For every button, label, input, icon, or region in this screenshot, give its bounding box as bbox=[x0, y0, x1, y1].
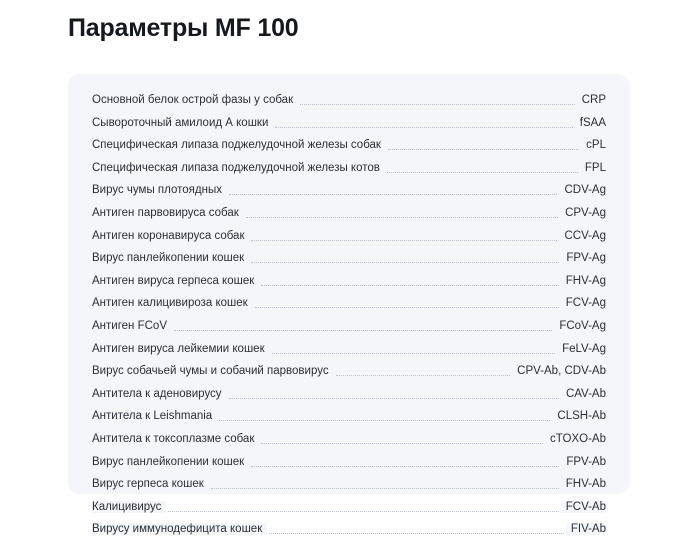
leader-dots bbox=[219, 419, 550, 421]
parameter-code: FHV-Ag bbox=[561, 275, 606, 287]
parameter-name: Вирусу иммунодефицита кошек bbox=[92, 523, 267, 535]
parameter-name: Антитела к Leishmania bbox=[92, 410, 217, 422]
leader-dots bbox=[261, 442, 543, 444]
parameter-name: Сывороточный амилоид А кошки bbox=[92, 117, 273, 129]
parameter-code: FeLV-Ag bbox=[557, 343, 606, 355]
parameter-code: cPL bbox=[581, 139, 606, 151]
parameter-code: CDV-Ag bbox=[559, 184, 606, 196]
parameter-name: Антиген калицивироза кошек bbox=[92, 297, 253, 309]
parameter-code: CPV-Ag bbox=[560, 207, 606, 219]
page-title: Параметры MF 100 bbox=[68, 14, 299, 42]
parameter-name: Вирус панлейкопении кошек bbox=[92, 456, 249, 468]
parameter-row bbox=[92, 207, 606, 227]
leader-dots bbox=[229, 193, 557, 195]
parameter-row bbox=[92, 501, 606, 521]
parameter-code: cTOXO-Ab bbox=[545, 433, 606, 445]
parameter-name: Антиген вируса герпеса кошек bbox=[92, 275, 259, 287]
parameter-row bbox=[92, 388, 606, 408]
parameter-row bbox=[92, 184, 606, 204]
parameter-name: Вирус герпеса кошек bbox=[92, 478, 209, 490]
parameter-name: Антиген FCoV bbox=[92, 320, 172, 332]
parameter-name: Антитела к аденовирусу bbox=[92, 388, 227, 400]
leader-dots bbox=[229, 397, 559, 399]
parameter-code: FCV-Ab bbox=[561, 501, 606, 513]
parameter-code: FPL bbox=[580, 162, 606, 174]
parameter-row bbox=[92, 523, 606, 543]
parameter-row bbox=[92, 478, 606, 498]
leader-dots bbox=[387, 171, 578, 173]
parameter-code: FCV-Ag bbox=[561, 297, 606, 309]
parameter-name: Основной белок острой фазы у собак bbox=[92, 94, 298, 106]
parameter-row bbox=[92, 275, 606, 295]
parameter-name: Антиген вируса лейкемии кошек bbox=[92, 343, 270, 355]
parameter-code: CCV-Ag bbox=[559, 230, 606, 242]
parameter-name: Калицивирус bbox=[92, 501, 166, 513]
leader-dots bbox=[300, 103, 575, 105]
parameter-code: CPV-Ab, CDV-Ab bbox=[512, 365, 606, 377]
parameter-code: FPV-Ab bbox=[561, 456, 606, 468]
leader-dots bbox=[255, 306, 559, 308]
leader-dots bbox=[251, 261, 559, 263]
parameter-code: CAV-Ab bbox=[561, 388, 606, 400]
parameter-row bbox=[92, 139, 606, 159]
parameter-code: FIV-Ab bbox=[566, 523, 606, 535]
parameter-name: Антитела к токсоплазме собак bbox=[92, 433, 259, 445]
parameter-name: Специфическая липаза поджелудочной железы котов bbox=[92, 162, 385, 174]
parameter-row bbox=[92, 320, 606, 340]
parameter-row bbox=[92, 94, 606, 114]
leader-dots bbox=[388, 148, 579, 150]
parameter-row bbox=[92, 456, 606, 476]
parameter-name: Специфическая липаза поджелудочной железы собак bbox=[92, 139, 386, 151]
parameter-row bbox=[92, 343, 606, 363]
leader-dots bbox=[261, 284, 558, 286]
leader-dots bbox=[336, 374, 511, 376]
parameter-name: Вирус собачьей чумы и собачий парвовирус bbox=[92, 365, 334, 377]
parameter-row bbox=[92, 252, 606, 272]
parameter-row bbox=[92, 297, 606, 317]
parameter-code: FHV-Ab bbox=[561, 478, 606, 490]
leader-dots bbox=[272, 352, 555, 354]
parameters-list bbox=[92, 94, 606, 543]
leader-dots bbox=[246, 216, 558, 218]
parameter-row bbox=[92, 230, 606, 250]
leader-dots bbox=[251, 465, 559, 467]
parameter-name: Антиген коронавируса собак bbox=[92, 230, 249, 242]
parameter-name: Вирус чумы плотоядных bbox=[92, 184, 227, 196]
leader-dots bbox=[275, 126, 572, 128]
leader-dots bbox=[168, 510, 558, 512]
parameter-name: Вирус панлейкопении кошек bbox=[92, 252, 249, 264]
parameter-row bbox=[92, 433, 606, 453]
parameter-code: CRP bbox=[577, 94, 606, 106]
parameter-name: Антиген парвовируса собак bbox=[92, 207, 244, 219]
parameters-panel bbox=[68, 74, 630, 536]
leader-dots bbox=[174, 329, 552, 331]
leader-dots bbox=[251, 239, 557, 241]
parameter-code: fSAA bbox=[575, 117, 606, 129]
parameter-row bbox=[92, 117, 606, 137]
parameter-row bbox=[92, 365, 606, 385]
leader-dots bbox=[269, 532, 564, 534]
parameter-row bbox=[92, 162, 606, 182]
parameter-code: FPV-Ag bbox=[561, 252, 606, 264]
parameter-code: FCoV-Ag bbox=[554, 320, 606, 332]
leader-dots bbox=[211, 487, 559, 489]
parameter-row bbox=[92, 410, 606, 430]
parameter-code: CLSH-Ab bbox=[552, 410, 606, 422]
